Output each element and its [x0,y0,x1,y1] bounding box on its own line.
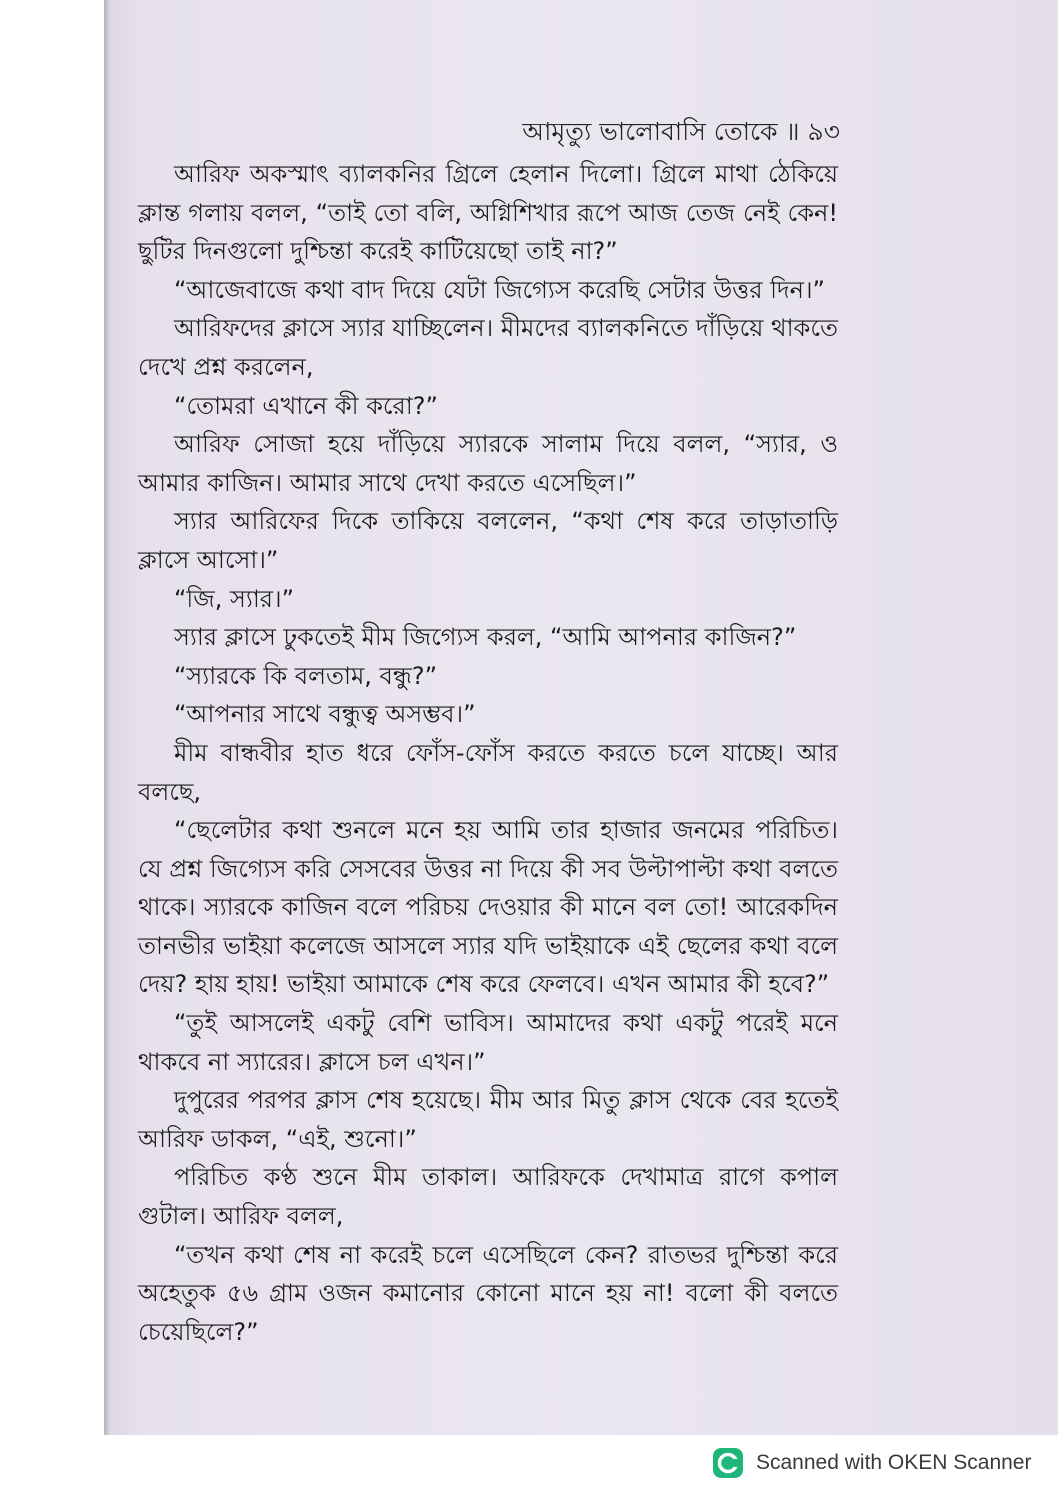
paragraph: পরিচিত কণ্ঠ শুনে মীম তাকাল। আরিফকে দেখামাত্র রাগে কপাল গুটাল। আরিফ বলল, [138,1163,838,1231]
paragraph: “ছেলেটার কথা শুনলে মনে হয় আমি তার হাজার জনমের পরিচিত। যে প্রশ্ন জিগ্যেস করি সেসবের উত্তর না দিয়ে কী সব উল্টাপাল্টা কথা বলতে থাকে। স্যারকে কাজিন বলে পরিচয় দেওয়ার কী মানে বল তো! আরেকদিন তানভীর ভাইয়া কলেজে আসলে স্যার যদি ভাইয়াকে এই ছেলের কথা বলে দেয়? হায় হায়! ভাইয়া আমাকে শেষ করে ফেলবে। এখন আমার কী হবে?” [138,816,838,999]
running-header: আমৃত্যু ভালোবাসি তোকে ॥ ৯৩ [522,117,840,146]
paragraph: স্যার আরিফের দিকে তাকিয়ে বললেন, “কথা শেষ করে তাড়াতাড়ি ক্লাসে আসো।” [138,507,838,574]
paragraph: দুপুরের পরপর ক্লাস শেষ হয়েছে। মীম আর মিতু ক্লাস থেকে বের হতেই আরিফ ডাকল, “এই, শুনো।” [138,1086,838,1153]
page-gutter-shadow [104,0,110,1435]
background-strip [0,0,104,1435]
paragraph: “তুই আসলেই একটু বেশি ভাবিস। আমাদের কথা একটু পরেই মনে থাকবে না স্যারের। ক্লাসে চল এখন।” [138,1009,838,1076]
paragraph: মীম বান্ধবীর হাত ধরে ফোঁস-ফোঁস করতে করতে চলে যাচ্ছে। আর বলছে, [138,738,838,806]
paragraph: “আজেবাজে কথা বাদ দিয়ে যেটা জিগ্যেস করেছি সেটার উত্তর দিন।” [174,275,825,304]
paragraph: আরিফ সোজা হয়ে দাঁড়িয়ে স্যারকে সালাম দিয়ে বলল, “স্যার, ও আমার কাজিন। আমার সাথে দেখা করতে এসেছিল।” [138,430,838,497]
paragraph: “তখন কথা শেষ না করেই চলে এসেছিলে কেন? রাতভর দুশ্চিন্তা করে অহেতুক ৫৬ গ্রাম ওজন কমানোর কোনো মানে হয় না! বলো কী বলতে চেয়েছিলে?” [138,1240,838,1346]
oken-scanner-icon [712,1447,744,1479]
paragraph: “স্যারকে কি বলতাম, বন্ধু?” [174,661,438,690]
scanner-watermark [712,1446,1031,1480]
paragraph: স্যার ক্লাসে ঢুকতেই মীম জিগ্যেস করল, “আমি আপনার কাজিন?” [174,623,797,652]
paragraph: “তোমরা এখানে কী করো?” [174,391,438,420]
paragraph: আরিফদের ক্লাসে স্যার যাচ্ছিলেন। মীমদের ব্যালকনিতে দাঁড়িয়ে থাকতে দেখে প্রশ্ন করলেন, [138,314,838,381]
scanner-label: Scanned with OKEN Scanner [756,1451,1032,1474]
paragraph: “জি, স্যার।” [174,584,295,613]
paragraph: আরিফ অকস্মাৎ ব্যালকনির গ্রিলে হেলান দিলো। গ্রিলে মাথা ঠেকিয়ে ক্লান্ত গলায় বলল, “তাই তো বলি, অগ্নিশিখার রূপে আজ তেজ নেই কেন! ছুটির দিনগুলো দুশ্চিন্তা করেই কাটিয়েছো তাই না?” [138,160,838,266]
paragraph: “আপনার সাথে বন্ধুত্ব অসম্ভব।” [174,700,476,729]
page-body [138,155,838,1351]
